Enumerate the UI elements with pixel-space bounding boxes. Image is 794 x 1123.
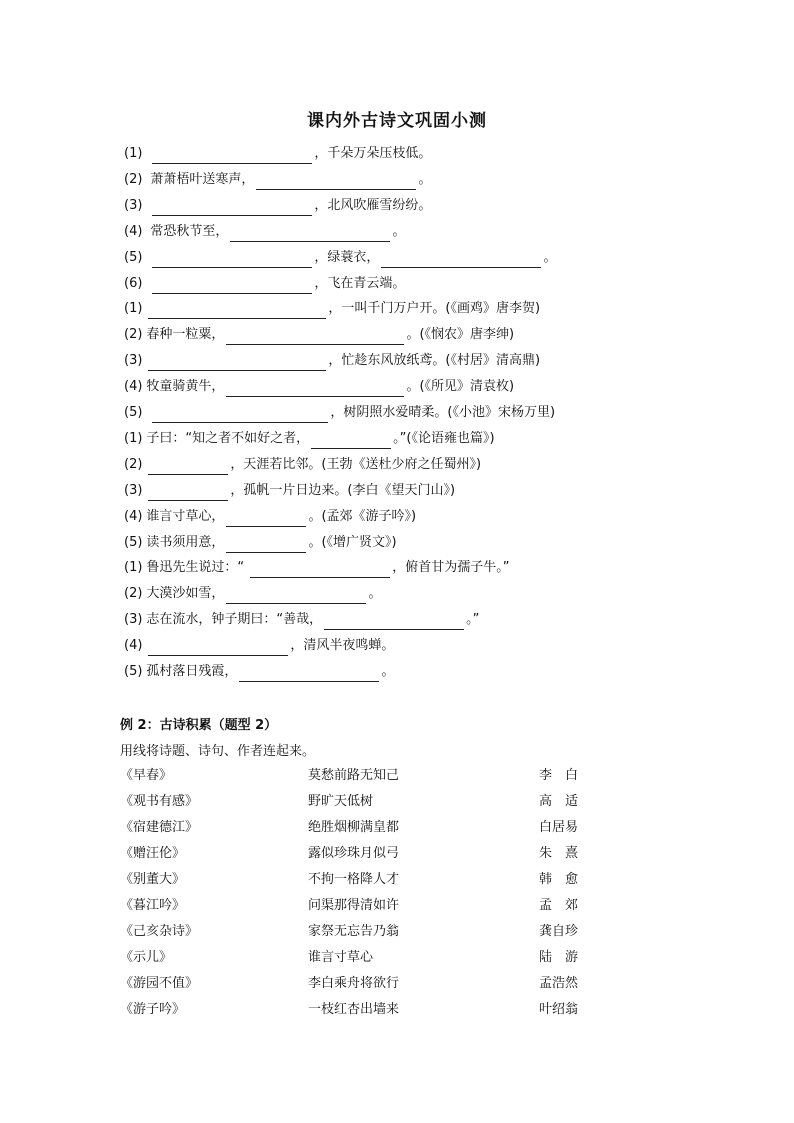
- question-text: ，孤帆一片日边来。(李白《望天门山》): [230, 483, 456, 498]
- question-text: 。(《增广贤文》): [308, 535, 397, 550]
- answer-blank[interactable]: [226, 538, 306, 553]
- question-number: (2): [124, 327, 143, 342]
- question-number: (1): [124, 560, 143, 575]
- answer-blank[interactable]: [148, 641, 288, 656]
- matching-row: [0, 922, 794, 942]
- section-instruction: 用线将诗题、诗句、作者连起来。: [120, 744, 316, 759]
- question-text: ，树阴照水爱晴柔。(《小池》宋杨万里): [330, 405, 556, 420]
- question-text: 鲁迅先生说过：“: [146, 560, 249, 575]
- question-number: (2): [124, 457, 143, 472]
- question-text: 谁言寸草心，: [146, 509, 225, 524]
- question-line: [124, 558, 510, 578]
- answer-blank[interactable]: [226, 512, 306, 527]
- question-text: ，天涯若比邻。(王勃《送杜少府之任蜀州》): [230, 457, 482, 472]
- question-line: [124, 248, 556, 268]
- poem-line[interactable]: 野旷天低树: [308, 794, 374, 809]
- answer-blank[interactable]: [311, 434, 391, 449]
- poem-author[interactable]: 孟浩然: [539, 976, 579, 991]
- question-number: (1): [124, 431, 143, 446]
- question-text: 。”: [466, 612, 480, 627]
- question-text: ，绿蓑衣，: [314, 250, 380, 265]
- question-text: 。”(《论语雍也篇》): [393, 431, 495, 446]
- poem-author[interactable]: 韩 愈: [539, 872, 579, 887]
- question-text: 春种一粒粟，: [146, 327, 225, 342]
- poem-title[interactable]: 《观书有感》: [120, 794, 199, 809]
- poem-line[interactable]: 莫愁前路无知己: [308, 768, 400, 783]
- question-line: [124, 584, 381, 604]
- question-number: (4): [124, 224, 143, 239]
- question-text: 牧童骑黄牛，: [146, 379, 225, 394]
- poem-author[interactable]: 叶绍翁: [539, 1002, 579, 1017]
- question-text: 。(孟郊《游子吟》): [308, 509, 417, 524]
- poem-author[interactable]: 龚自珍: [539, 924, 579, 939]
- question-line: [124, 170, 431, 190]
- question-number: (4): [124, 638, 143, 653]
- page-title: 课内外古诗文巩固小测: [307, 111, 487, 131]
- question-number: (3): [124, 353, 143, 368]
- poem-line[interactable]: 李白乘舟将欲行: [308, 976, 400, 991]
- question-text: ，一叫千门万户开。(《画鸡》唐李贺): [328, 301, 541, 316]
- question-line: [124, 455, 481, 475]
- question-number: (5): [124, 664, 143, 679]
- question-text: 。: [418, 172, 432, 187]
- question-number: (5): [124, 535, 143, 550]
- matching-row: [0, 948, 794, 968]
- poem-author[interactable]: 高 适: [539, 794, 579, 809]
- answer-blank[interactable]: [152, 201, 312, 216]
- answer-blank[interactable]: [152, 253, 312, 268]
- question-line: [124, 196, 431, 216]
- question-line: [124, 533, 397, 553]
- question-text: ，飞在青云端。: [314, 276, 406, 291]
- answer-blank[interactable]: [239, 667, 379, 682]
- poem-title[interactable]: 《示儿》: [120, 950, 173, 965]
- answer-blank[interactable]: [226, 589, 366, 604]
- poem-author[interactable]: 陆 游: [539, 950, 579, 965]
- answer-blank[interactable]: [152, 408, 328, 423]
- question-text: 。(《悯农》唐李绅): [406, 327, 515, 342]
- answer-blank[interactable]: [226, 382, 404, 397]
- answer-blank[interactable]: [148, 356, 326, 371]
- poem-author[interactable]: 朱 熹: [539, 846, 579, 861]
- poem-line[interactable]: 家祭无忘告乃翁: [308, 924, 400, 939]
- question-number: (2): [124, 172, 143, 187]
- question-line: [124, 429, 495, 449]
- answer-blank[interactable]: [230, 227, 390, 242]
- matching-row: [0, 896, 794, 916]
- question-line: [124, 481, 455, 501]
- question-text: 读书须用意，: [146, 535, 225, 550]
- poem-title[interactable]: 《早春》: [120, 768, 173, 783]
- question-number: (5): [124, 250, 143, 265]
- question-number: (3): [124, 612, 143, 627]
- question-text: 。: [368, 586, 382, 601]
- matching-row: [0, 974, 794, 994]
- poem-title[interactable]: 《游园不值》: [120, 976, 199, 991]
- answer-blank[interactable]: [148, 460, 228, 475]
- poem-line[interactable]: 露似珍珠月似弓: [308, 846, 400, 861]
- question-line: [124, 610, 479, 630]
- question-line: [124, 299, 540, 319]
- poem-line[interactable]: 问渠那得清如许: [308, 898, 400, 913]
- matching-row: [0, 792, 794, 812]
- question-number: (4): [124, 379, 143, 394]
- question-line: [124, 636, 394, 656]
- answer-blank[interactable]: [226, 330, 404, 345]
- question-text: 。: [543, 250, 557, 265]
- matching-row: [0, 1000, 794, 1020]
- question-text: 。: [381, 664, 395, 679]
- poem-line[interactable]: 谁言寸草心: [308, 950, 374, 965]
- question-line: [124, 403, 555, 423]
- question-number: (3): [124, 198, 143, 213]
- poem-line[interactable]: 绝胜烟柳满皇都: [308, 820, 400, 835]
- question-line: [124, 662, 394, 682]
- question-text: 。: [392, 224, 406, 239]
- poem-author[interactable]: 孟 郊: [539, 898, 579, 913]
- question-number: (2): [124, 586, 143, 601]
- poem-title[interactable]: 《暮江吟》: [120, 898, 186, 913]
- question-text: ，俯首甘为孺子牛。”: [392, 560, 510, 575]
- question-number: (5): [124, 405, 143, 420]
- matching-row: [0, 818, 794, 838]
- matching-row: [0, 870, 794, 890]
- poem-title[interactable]: 《游子吟》: [120, 1002, 186, 1017]
- question-number: (6): [124, 276, 143, 291]
- matching-row: [0, 766, 794, 786]
- matching-row: [0, 844, 794, 864]
- question-text: 大漠沙如雪，: [146, 586, 225, 601]
- answer-blank[interactable]: [250, 563, 390, 578]
- answer-blank[interactable]: [256, 175, 416, 190]
- question-text: ，忙趁东风放纸鸢。(《村居》清高鼎): [328, 353, 541, 368]
- question-text: 孤村落日残霞，: [146, 664, 238, 679]
- answer-blank[interactable]: [148, 486, 228, 501]
- question-number: (1): [124, 146, 143, 161]
- question-line: [124, 325, 514, 345]
- question-text: 志在流水，钟子期曰：“善哉，: [146, 612, 323, 627]
- question-text: ，清风半夜鸣蝉。: [290, 638, 395, 653]
- poem-title[interactable]: 《赠汪伦》: [120, 846, 186, 861]
- question-text: 常恐秋节至，: [150, 224, 229, 239]
- question-text: 子曰：“知之者不如好之者，: [146, 431, 310, 446]
- question-number: (4): [124, 509, 143, 524]
- section-heading: 例 2：古诗积累（题型 2）: [120, 718, 278, 733]
- poem-author[interactable]: 白居易: [539, 820, 579, 835]
- poem-author[interactable]: 李 白: [539, 768, 579, 783]
- poem-title[interactable]: 《别董大》: [120, 872, 186, 887]
- question-text: 。(《所见》清袁枚): [406, 379, 515, 394]
- question-line: [124, 507, 416, 527]
- poem-title[interactable]: 《己亥杂诗》: [120, 924, 199, 939]
- question-line: [124, 274, 405, 294]
- question-number: (3): [124, 483, 143, 498]
- question-line: [124, 222, 405, 242]
- question-text: 萧萧梧叶送寒声，: [150, 172, 255, 187]
- poem-line[interactable]: 一枝红杏出墙来: [308, 1002, 400, 1017]
- answer-blank[interactable]: [152, 149, 312, 164]
- question-number: (1): [124, 301, 143, 316]
- poem-line[interactable]: 不拘一格降人才: [308, 872, 400, 887]
- question-line: [124, 351, 540, 371]
- answer-blank[interactable]: [152, 279, 312, 294]
- question-text: ，千朵万朵压枝低。: [314, 146, 432, 161]
- answer-blank[interactable]: [324, 615, 464, 630]
- answer-blank[interactable]: [381, 253, 541, 268]
- poem-title[interactable]: 《宿建德江》: [120, 820, 199, 835]
- question-line: [124, 144, 431, 164]
- question-line: [124, 377, 514, 397]
- answer-blank[interactable]: [148, 304, 326, 319]
- question-text: ，北风吹雁雪纷纷。: [314, 198, 432, 213]
